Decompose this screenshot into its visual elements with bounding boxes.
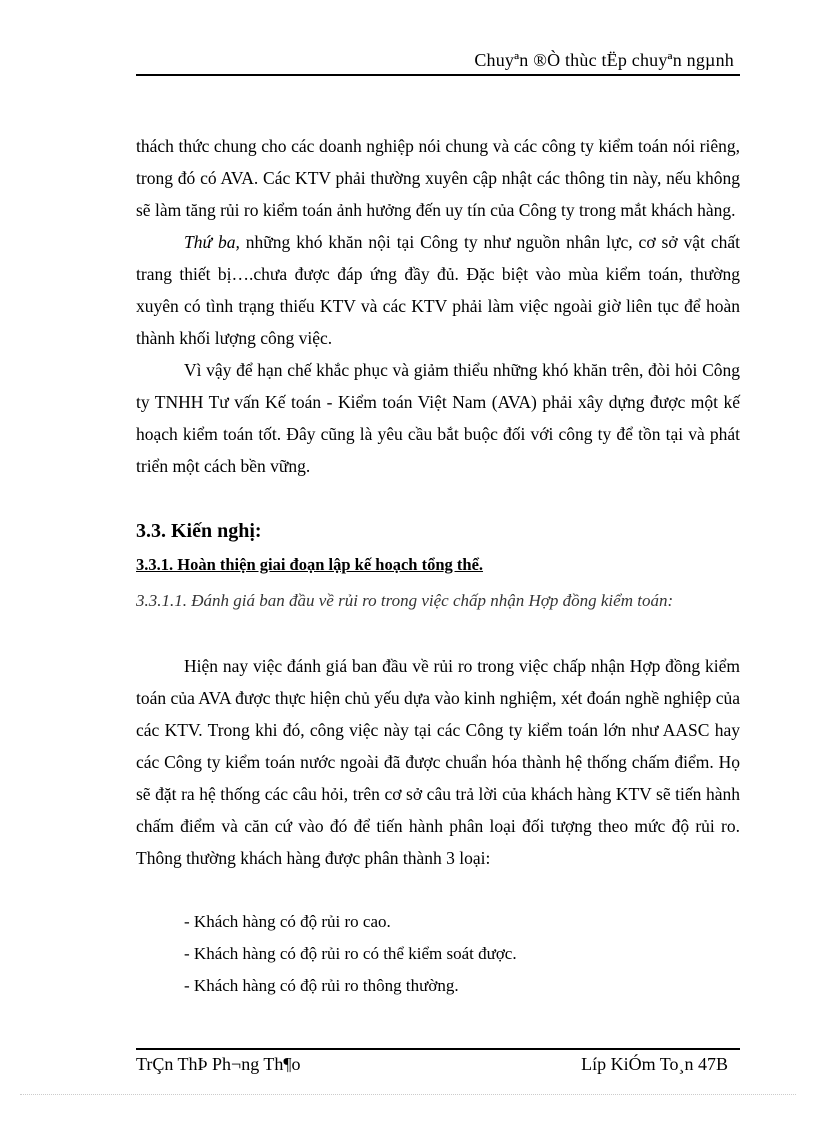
subsection-heading: 3.3.1. Hoàn thiện giai đoạn lập kế hoạch tổng thể. <box>136 555 484 574</box>
footer-author: TrÇn ThÞ Ph¬ng Th¶o <box>136 1054 301 1074</box>
paragraph-3: Vì vậy để hạn chế khắc phục và giảm thiểu những khó khăn trên, đòi hỏi Công ty TNHH Tư vấn Kế toán - Kiểm toán Việt Nam (AVA) phải xây dựng được một kế hoạch kiểm toán tốt. Đây cũng là yêu cầu bắt buộc đối với công ty để tồn tại và phát triển một cách bền vững. <box>136 360 740 476</box>
paragraph-2-rest: những khó khăn nội tại Công ty như nguồn nhân lực, cơ sở vật chất trang thiết bị….chưa được đáp ứng đầy đủ. Đặc biệt vào mùa kiểm toán, thường xuyên có tình trạng thiếu KTV và các KTV phải làm việc ngoài giờ liên tục để hoàn thành khối lượng công việc. <box>136 232 741 348</box>
paragraph-1: thách thức chung cho các doanh nghiệp nói chung và các công ty kiểm toán nói riêng, trong đó có AVA. Các KTV phải thường xuyên cập nhật các thông tin này, nếu không sẽ làm tăng rủi ro kiểm toán ảnh hưởng đến uy tín của Công ty trong mắt khách hàng. <box>136 136 740 220</box>
paragraph-2-lead: Thứ ba, <box>184 232 240 252</box>
footer-class: Líp KiÓm To¸n 47B <box>581 1054 728 1074</box>
paragraph-4: Hiện nay việc đánh giá ban đầu về rủi ro trong việc chấp nhận Hợp đồng kiểm toán của AVA được thực hiện chủ yếu dựa vào kinh nghiệm, xét đoán nghề nghiệp của các KTV. Trong khi đó, công việc này tại các Công ty kiểm toán lớn như AASC hay các Công ty kiểm toán nước ngoài đã được chuẩn hóa thành hệ thống chấm điểm. Họ sẽ đặt ra hệ thống các câu hỏi, trên cơ sở câu trả lời của khách hàng KTV sẽ tiến hành chấm điểm và căn cứ vào đó để tiến hành phân loại đối tượng theo mức độ rủi ro. Thông thường khách hàng được phân thành 3 loại: <box>136 656 740 868</box>
list-item: - Khách hàng có độ rủi ro cao. <box>184 912 391 931</box>
body-text-top <box>136 130 740 482</box>
section-heading: 3.3. Kiến nghị: <box>136 520 262 542</box>
header-rule <box>136 74 740 76</box>
list-item: - Khách hàng có độ rủi ro thông thường. <box>184 976 459 995</box>
body-text-bottom <box>136 650 740 874</box>
subsubsection-heading: 3.3.1.1. Đánh giá ban đầu về rủi ro trong việc chấp nhận Hợp đồng kiểm toán: <box>136 591 674 610</box>
running-header: Chuyªn ®Ò thùc tËp chuyªn ngµnh <box>474 50 734 70</box>
client-risk-list <box>184 906 517 1002</box>
paragraph-2 <box>136 226 740 354</box>
page-edge-divider <box>20 1094 796 1095</box>
footer-rule <box>136 1048 740 1050</box>
list-item: - Khách hàng có độ rủi ro có thể kiểm soát được. <box>184 944 517 963</box>
